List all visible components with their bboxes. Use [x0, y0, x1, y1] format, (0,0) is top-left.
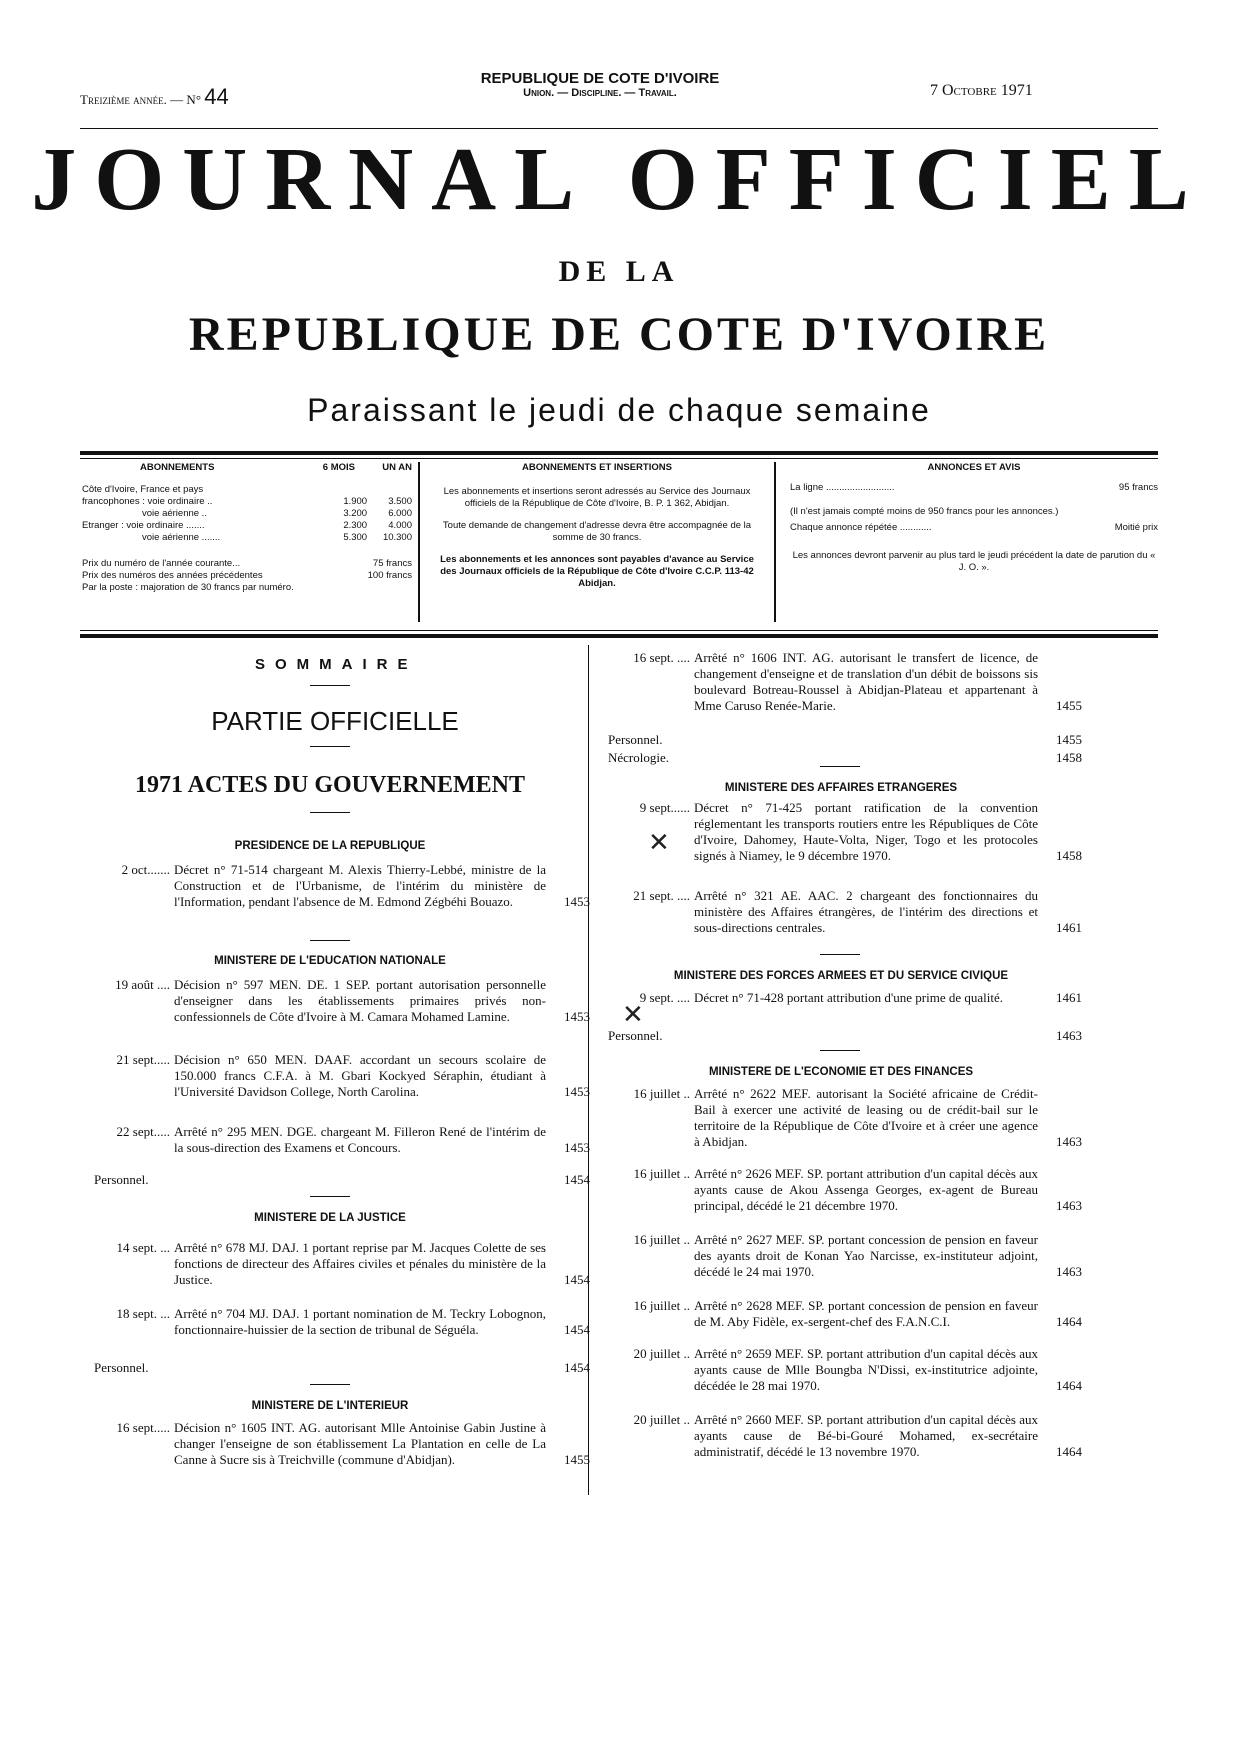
entry-text: Arrêté n° 2660 MEF. SP. portant attribution d'un capital décès aux ayants cause de Bé-bi-Gouré Mohamed, ex-secrétaire administratif, décédé le 13 novembre 1970.: [694, 1412, 1038, 1459]
annonce-line-label: La ligne ..........................: [790, 482, 895, 493]
info-top-rule: [80, 451, 1158, 455]
price-list: [82, 558, 412, 594]
entry-date: 20 juillet ..: [633, 1412, 690, 1427]
entry-date: Personnel.: [94, 1172, 149, 1187]
info-bottom-rule: [80, 634, 1158, 638]
abonnements-insertions-box: [432, 462, 762, 622]
entry-page: 1453: [564, 1009, 590, 1024]
tariff-1y: 4.000: [388, 520, 412, 531]
entry-page: 1458: [1056, 848, 1082, 863]
entry-date: Personnel.: [608, 1028, 663, 1043]
section-heading: MINISTERE DE L'ECONOMIE ET DES FINANCES: [708, 1066, 974, 1078]
pencil-mark: ✕: [648, 828, 670, 858]
tariff-6m: 3.200: [343, 508, 368, 519]
entry-text: Décret n° 71-428 portant attribution d'une prime de qualité.: [694, 990, 1003, 1005]
toc-entry: [80, 977, 590, 1025]
entry-page: 1453: [564, 1084, 590, 1099]
entry-text: Arrêté n° 2622 MEF. autorisant la Société africaine de Crédit-Bail à exercer une activité de leasing ou de crédit-bail sur le territoire de la République de Côte d'Ivoire et à créer une agence à Abidjan.: [694, 1086, 1038, 1149]
price-label: Par la poste : majoration de 30 francs par numéro.: [82, 582, 294, 593]
divider: [310, 746, 350, 747]
entry-page: 1463: [1056, 1264, 1082, 1279]
price-value: 75 francs: [372, 558, 412, 569]
entry-text: Arrêté n° 321 AE. AAC. 2 chargeant des fonctionnaires du ministère des Affaires étrangères, de l'intérim des directions et sous-directions centrales.: [694, 888, 1038, 935]
toc-entry: [600, 1232, 1082, 1280]
toc-entry: [80, 862, 590, 910]
col-unan: UN AN: [382, 462, 412, 473]
issue-date: 7 Octobre 1971: [930, 82, 1033, 99]
sommaire-title: SOMMAIRE: [255, 656, 418, 673]
divider: [820, 766, 860, 767]
issue-info: [80, 84, 229, 110]
annonces-box: [790, 462, 1158, 622]
entry-text: Décret n° 71-514 chargeant M. Alexis Thierry-Lebbé, ministre de la Construction et de l'Urbanisme, de l'intérim du ministère de l'Information, pendant l'absence de M. Edmond Zégbéhi Bouazo.: [174, 862, 546, 909]
divider: [310, 812, 350, 813]
entry-text: Arrêté n° 678 MJ. DAJ. 1 portant reprise par M. Jacques Colette de ses fonctions de directeur des Affaires civiles et pénales du ministère de la Justice.: [174, 1240, 546, 1287]
toc-entry: [600, 888, 1082, 936]
toc-entry: [600, 1028, 1082, 1044]
issue-prefix: Treizième année. — N°: [80, 92, 202, 107]
entry-page: 1454: [564, 1272, 590, 1287]
entry-text: Décision n° 650 MEN. DAAF. accordant un secours scolaire de 150.000 francs C.F.A. à M. Gbari Kockyed Séraphin, étudiant à l'Université Davidson College, North Carolina.: [174, 1052, 546, 1099]
entry-text: Décret n° 71-425 portant ratification de la convention réglementant les transports routiers entre les Républiques de Côte d'Ivoire, Dahomey, Haute-Volta, Niger, Togo et les protocoles signés à Niamey, le 9 décembre 1970.: [694, 800, 1038, 863]
annonce-line-value: 95 francs: [1118, 482, 1158, 493]
tariff-1y: 3.500: [388, 496, 412, 507]
divider: [310, 1384, 350, 1385]
republic-title: REPUBLIQUE DE COTE D'IVOIRE: [188, 308, 1050, 361]
divider: [310, 1196, 350, 1197]
entry-date: 14 sept. ...: [116, 1240, 170, 1255]
tariff-label: Etranger : voie ordinaire .......: [82, 520, 205, 531]
entry-text: Arrêté n° 704 MJ. DAJ. 1 portant nomination de M. Teckry Lobognon, fonctionnaire-huissier de la section de tribunal de Séguéla.: [174, 1306, 546, 1337]
price-value: 100 francs: [367, 570, 412, 581]
entry-date: 16 juillet ..: [633, 1086, 690, 1101]
entry-page: 1458: [1056, 750, 1082, 765]
entry-page: 1464: [1056, 1378, 1082, 1393]
abonnements-box: [82, 462, 412, 622]
toc-entry: [600, 1166, 1082, 1214]
entry-date: 16 sept.....: [116, 1420, 170, 1435]
entry-page: 1453: [564, 1140, 590, 1155]
country-name: REPUBLIQUE DE COTE D'IVOIRE: [480, 70, 720, 87]
partie-officielle: PARTIE OFFICIELLE: [211, 706, 459, 736]
entry-date: 16 sept. ....: [633, 650, 690, 665]
info-separator: [774, 462, 776, 622]
insertions-p3: Les abonnements et les annonces sont payables d'avance au Service des Journaux officiels de la République de Côte d'Ivoire C.C.P. 113-42 Abidjan.: [440, 554, 754, 589]
info-bottom-rule-thin: [80, 630, 1158, 631]
price-label: Prix des numéros des années précédentes: [82, 570, 263, 581]
entry-text: Arrêté n° 2659 MEF. SP. portant attribution d'un capital décès aux ayants cause de Mlle Boungba N'Dissi, ex-institutrice adjointe, décédée le 28 mai 1970.: [694, 1346, 1038, 1393]
tariff-label: Côte d'Ivoire, France et pays: [82, 484, 204, 495]
journal-title: JOURNAL OFFICIEL: [31, 130, 1207, 229]
entry-text: Arrêté n° 2627 MEF. SP. portant concession de pension en faveur des ayants droit de Konan Yao Narcisse, ex-instituteur adjoint, décédé le 24 mai 1970.: [694, 1232, 1038, 1279]
section-heading: MINISTERE DE L'INTERIEUR: [251, 1400, 409, 1412]
entry-page: 1455: [1056, 698, 1082, 713]
entry-date: 21 sept. ....: [633, 888, 690, 903]
entry-page: 1464: [1056, 1314, 1082, 1329]
section-heading: MINISTERE DES AFFAIRES ETRANGERES: [724, 782, 958, 794]
abonnements-heading: ABONNEMENTS: [140, 462, 215, 473]
entry-date: 9 sept. ....: [639, 990, 690, 1005]
entry-date: 9 sept......: [639, 800, 690, 815]
entry-page: 1455: [1056, 732, 1082, 747]
entry-date: 22 sept.....: [116, 1124, 170, 1139]
entry-page: 1455: [564, 1452, 590, 1467]
price-label: Prix du numéro de l'année courante...: [82, 558, 241, 569]
toc-entry: [600, 800, 1082, 864]
annonces-heading: ANNONCES ET AVIS: [927, 462, 1021, 473]
divider: [310, 940, 350, 941]
entry-date: Personnel.: [608, 732, 663, 747]
toc-entry: [80, 1052, 590, 1100]
entry-date: 16 juillet ..: [633, 1166, 690, 1181]
entry-text: Arrêté n° 2626 MEF. SP. portant attribution d'un capital décès aux ayants cause de Akou Assenga Georges, ex-agent de Bureau principal, décédé le 21 décembre 1970.: [694, 1166, 1038, 1213]
entry-page: 1461: [1056, 920, 1082, 935]
tariff-label: voie aérienne .......: [142, 532, 221, 543]
tariff-1y: 6.000: [388, 508, 412, 519]
toc-entry: [80, 1360, 590, 1376]
annonce-deadline: Les annonces devront parvenir au plus tard le jeudi précédent la date de parution du « J. O. ».: [792, 550, 1156, 573]
section-heading: MINISTERE DE LA JUSTICE: [254, 1212, 406, 1224]
entry-date: 2 oct.......: [121, 862, 170, 877]
subtitle-de-la: DE LA: [558, 255, 680, 288]
toc-entry: [80, 1240, 590, 1288]
section-heading: MINISTERE DES FORCES ARMEES ET DU SERVICE CIVIQUE: [673, 970, 1009, 982]
entry-date: 19 août ....: [115, 977, 170, 992]
section-heading: PRESIDENCE DE LA REPUBLIQUE: [234, 840, 426, 852]
insertions-p2: Toute demande de changement d'adresse devra être accompagnée de la somme de 30 francs.: [442, 520, 752, 543]
toc-entry: [600, 750, 1082, 766]
top-rule: [80, 128, 1158, 129]
entry-text: Arrêté n° 1606 INT. AG. autorisant le transfert de licence, de changement d'enseigne et de translation d'un débit de boissons sis boulevard Botreau-Roussel à Abidjan-Plateau et appartenant à Mme Caruso Renée-Marie.: [694, 650, 1038, 713]
tariff-label: voie aérienne ..: [142, 508, 207, 519]
entry-text: Arrêté n° 2628 MEF. SP. portant concession de pension en faveur de M. Aby Fidèle, ex-sergent-chef des F.A.N.C.I.: [694, 1298, 1038, 1329]
toc-entry: [600, 732, 1082, 748]
annonce-repeat-label: Chaque annonce répétée ............: [790, 522, 932, 533]
toc-entry: [80, 1306, 590, 1338]
entry-text: Décision n° 1605 INT. AG. autorisant Mlle Antoinise Gabin Justine à changer l'enseigne de son établissement La Plantation en celle de La Canne à Sucre sis à Treichville (commune d'Abidjan).: [174, 1420, 546, 1467]
toc-entry: [80, 1124, 590, 1156]
toc-entry: [80, 1420, 590, 1468]
entry-page: 1453: [564, 894, 590, 909]
toc-entry: [600, 650, 1082, 714]
insertions-p1: Les abonnements et insertions seront adressés au Service des Journaux officiels de la République de Côte d'Ivoire, B. P. 1 362, Abidjan.: [443, 486, 751, 509]
tariff-6m: 2.300: [343, 520, 368, 531]
insertions-heading: ABONNEMENTS ET INSERTIONS: [522, 462, 672, 473]
entry-page: 1461: [1056, 990, 1082, 1005]
actes-heading: 1971 ACTES DU GOUVERNEMENT: [134, 772, 526, 798]
col-6mois: 6 MOIS: [322, 462, 355, 473]
toc-entry: [80, 1172, 590, 1188]
toc-entry: [600, 990, 1082, 1006]
tariff-label: francophones : voie ordinaire ..: [82, 496, 213, 507]
entry-date: 16 juillet ..: [633, 1232, 690, 1247]
info-separator: [418, 462, 420, 622]
entry-date: 20 juillet ..: [633, 1346, 690, 1361]
entry-date: Nécrologie.: [608, 750, 670, 765]
entry-date: 16 juillet ..: [633, 1298, 690, 1313]
motto: Union. — Discipline. — Travail.: [523, 87, 677, 99]
tariff-6m: 1.900: [343, 496, 368, 507]
info-top-rule-thin: [80, 458, 1158, 459]
entry-page: 1454: [564, 1360, 590, 1375]
entry-page: 1464: [1056, 1444, 1082, 1459]
entry-page: 1454: [564, 1322, 590, 1337]
toc-entry: [600, 1086, 1082, 1150]
tagline: Paraissant le jeudi de chaque semaine: [307, 392, 931, 428]
entry-date: Personnel.: [94, 1360, 149, 1375]
entry-date: 18 sept. ...: [116, 1306, 170, 1321]
entry-page: 1454: [564, 1172, 590, 1187]
issue-number: 44: [204, 84, 229, 109]
entry-date: 21 sept.....: [116, 1052, 170, 1067]
tariff-1y: 10.300: [382, 532, 412, 543]
entry-page: 1463: [1056, 1198, 1082, 1213]
tariff-table: [82, 484, 412, 544]
entry-page: 1463: [1056, 1134, 1082, 1149]
annonce-repeat-value: Moitié prix: [1114, 522, 1158, 533]
divider: [820, 954, 860, 955]
toc-entry: [600, 1412, 1082, 1460]
section-heading: MINISTERE DE L'EDUCATION NATIONALE: [214, 955, 446, 967]
entry-text: Arrêté n° 295 MEN. DGE. chargeant M. Filleron René de l'intérim de la sous-direction des Examens et Concours.: [174, 1124, 546, 1155]
toc-entry: [600, 1346, 1082, 1394]
tariff-6m: 5.300: [343, 532, 368, 543]
entry-text: Décision n° 597 MEN. DE. 1 SEP. portant autorisation personnelle d'enseigner dans les établissements primaires privés non-confessionnels de Côte d'Ivoire à M. Camara Mohamed Lamine.: [174, 977, 546, 1024]
divider: [310, 685, 350, 686]
entry-page: 1463: [1056, 1028, 1082, 1043]
pencil-mark: ✕: [622, 1000, 644, 1030]
annonce-note: (Il n'est jamais compté moins de 950 francs pour les annonces.): [790, 506, 1059, 517]
divider: [820, 1050, 860, 1051]
masthead-country: [430, 70, 770, 99]
toc-entry: [600, 1298, 1082, 1330]
